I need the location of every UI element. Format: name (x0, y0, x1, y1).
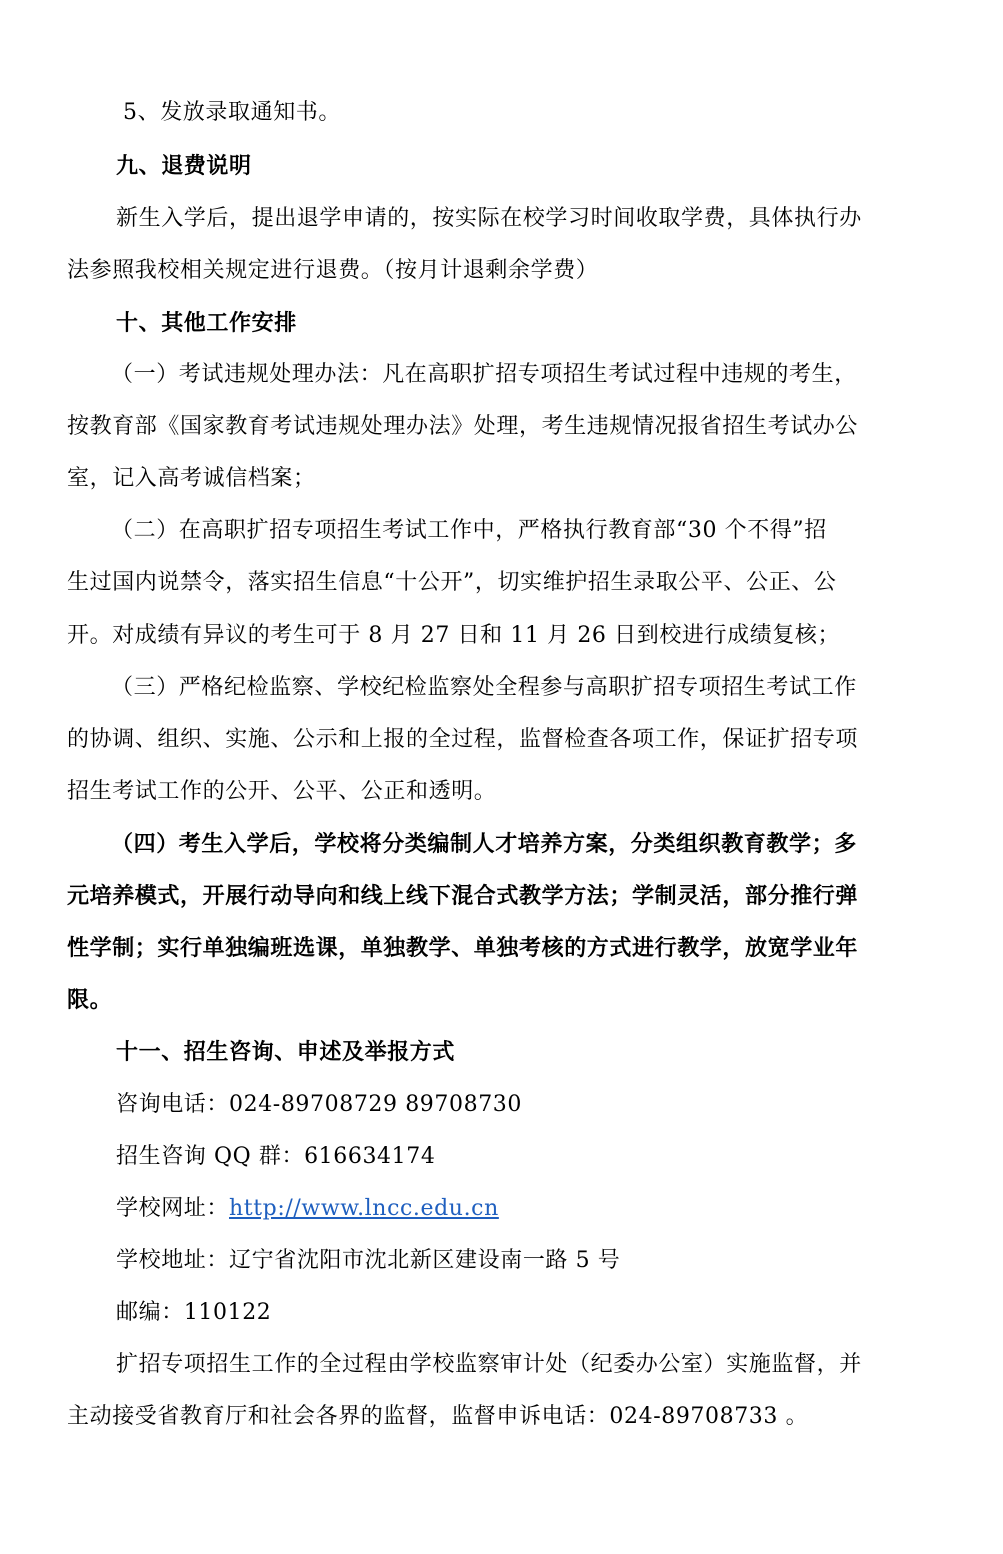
paragraph-4-line: 性学制；实行单独编班选课，单独教学、单独考核的方式进行教学，放宽学业年 (67, 935, 859, 961)
paragraph-2-line: 生过国内说禁令，落实招生信息“十公开”，切实维护招生录取公平、公正、公 (67, 570, 837, 595)
address-line (116, 1245, 936, 1277)
paragraph-1-line: （一）考试违规处理办法：凡在高职扩招专项招生考试过程中违规的考生， (111, 362, 857, 387)
consult-phone-value: 024-89708729 89708730 (229, 1092, 522, 1117)
address-label: 学校地址： (116, 1248, 230, 1273)
section-10-heading: 十、其他工作安排 (116, 310, 297, 336)
consult-phone-line (116, 1089, 936, 1121)
paragraph-4-line: 元培养模式，开展行动导向和线上线下混合式教学方法；学制灵活，部分推行弹 (67, 883, 859, 909)
paragraph-1-line: 室，记入高考诚信档案； (67, 466, 316, 491)
section-11-heading: 十一、招生咨询、申述及举报方式 (116, 1039, 456, 1065)
qq-group-line (116, 1141, 936, 1173)
address-value: 辽宁省沈阳市沈北新区建设南一路 5 号 (229, 1248, 621, 1273)
closing-line: 主动接受省教育厅和社会各界的监督，监督申诉电话：024-89708733 。 (67, 1404, 809, 1429)
paragraph-1-line: 按教育部《国家教育考试违规处理办法》处理，考生违规情况报省招生考试办公 (67, 414, 859, 439)
closing-line: 扩招专项招生工作的全过程由学校监察审计处（纪委办公室）实施监督，并 (116, 1352, 862, 1377)
website-line (116, 1193, 936, 1225)
section-9-text-line: 新生入学后，提出退学申请的，按实际在校学习时间收取学费，具体执行办 (116, 206, 862, 231)
paragraph-3-line: （三）严格纪检监察、学校纪检监察处全程参与高职扩招专项招生考试工作 (111, 675, 857, 700)
section-9-heading: 九、退费说明 (116, 153, 252, 179)
postcode-value: 110122 (183, 1300, 272, 1325)
postcode-label: 邮编： (116, 1300, 184, 1325)
section-9-text-line: 法参照我校相关规定进行退费。（按月计退剩余学费） (67, 258, 599, 283)
paragraph-3-line: 招生考试工作的公开、公平、公正和透明。 (67, 779, 497, 804)
website-link[interactable]: http://www.lncc.edu.cn (229, 1196, 499, 1221)
postcode-line (116, 1297, 936, 1329)
website-label: 学校网址： (116, 1196, 230, 1221)
paragraph-4-line: （四）考生入学后，学校将分类编制人才培养方案，分类组织教育教学；多 (111, 831, 857, 857)
qq-group-value: 616634174 (304, 1144, 436, 1169)
consult-phone-label: 咨询电话： (116, 1092, 230, 1117)
paragraph-2-line: 开。对成绩有异议的考生可于 8 月 27 日和 11 月 26 日到校进行成绩复核； (67, 623, 841, 648)
paragraph-3-line: 的协调、组织、实施、公示和上报的全过程，监督检查各项工作，保证扩招专项 (67, 727, 859, 752)
qq-group-label: 招生咨询 QQ 群： (116, 1144, 305, 1169)
paragraph-4-line: 限。 (67, 987, 113, 1013)
paragraph-2-line: （二）在高职扩招专项招生考试工作中，严格执行教育部“30 个不得”招 (111, 518, 827, 543)
list-item-5: 5、发放录取通知书。 (123, 100, 341, 125)
